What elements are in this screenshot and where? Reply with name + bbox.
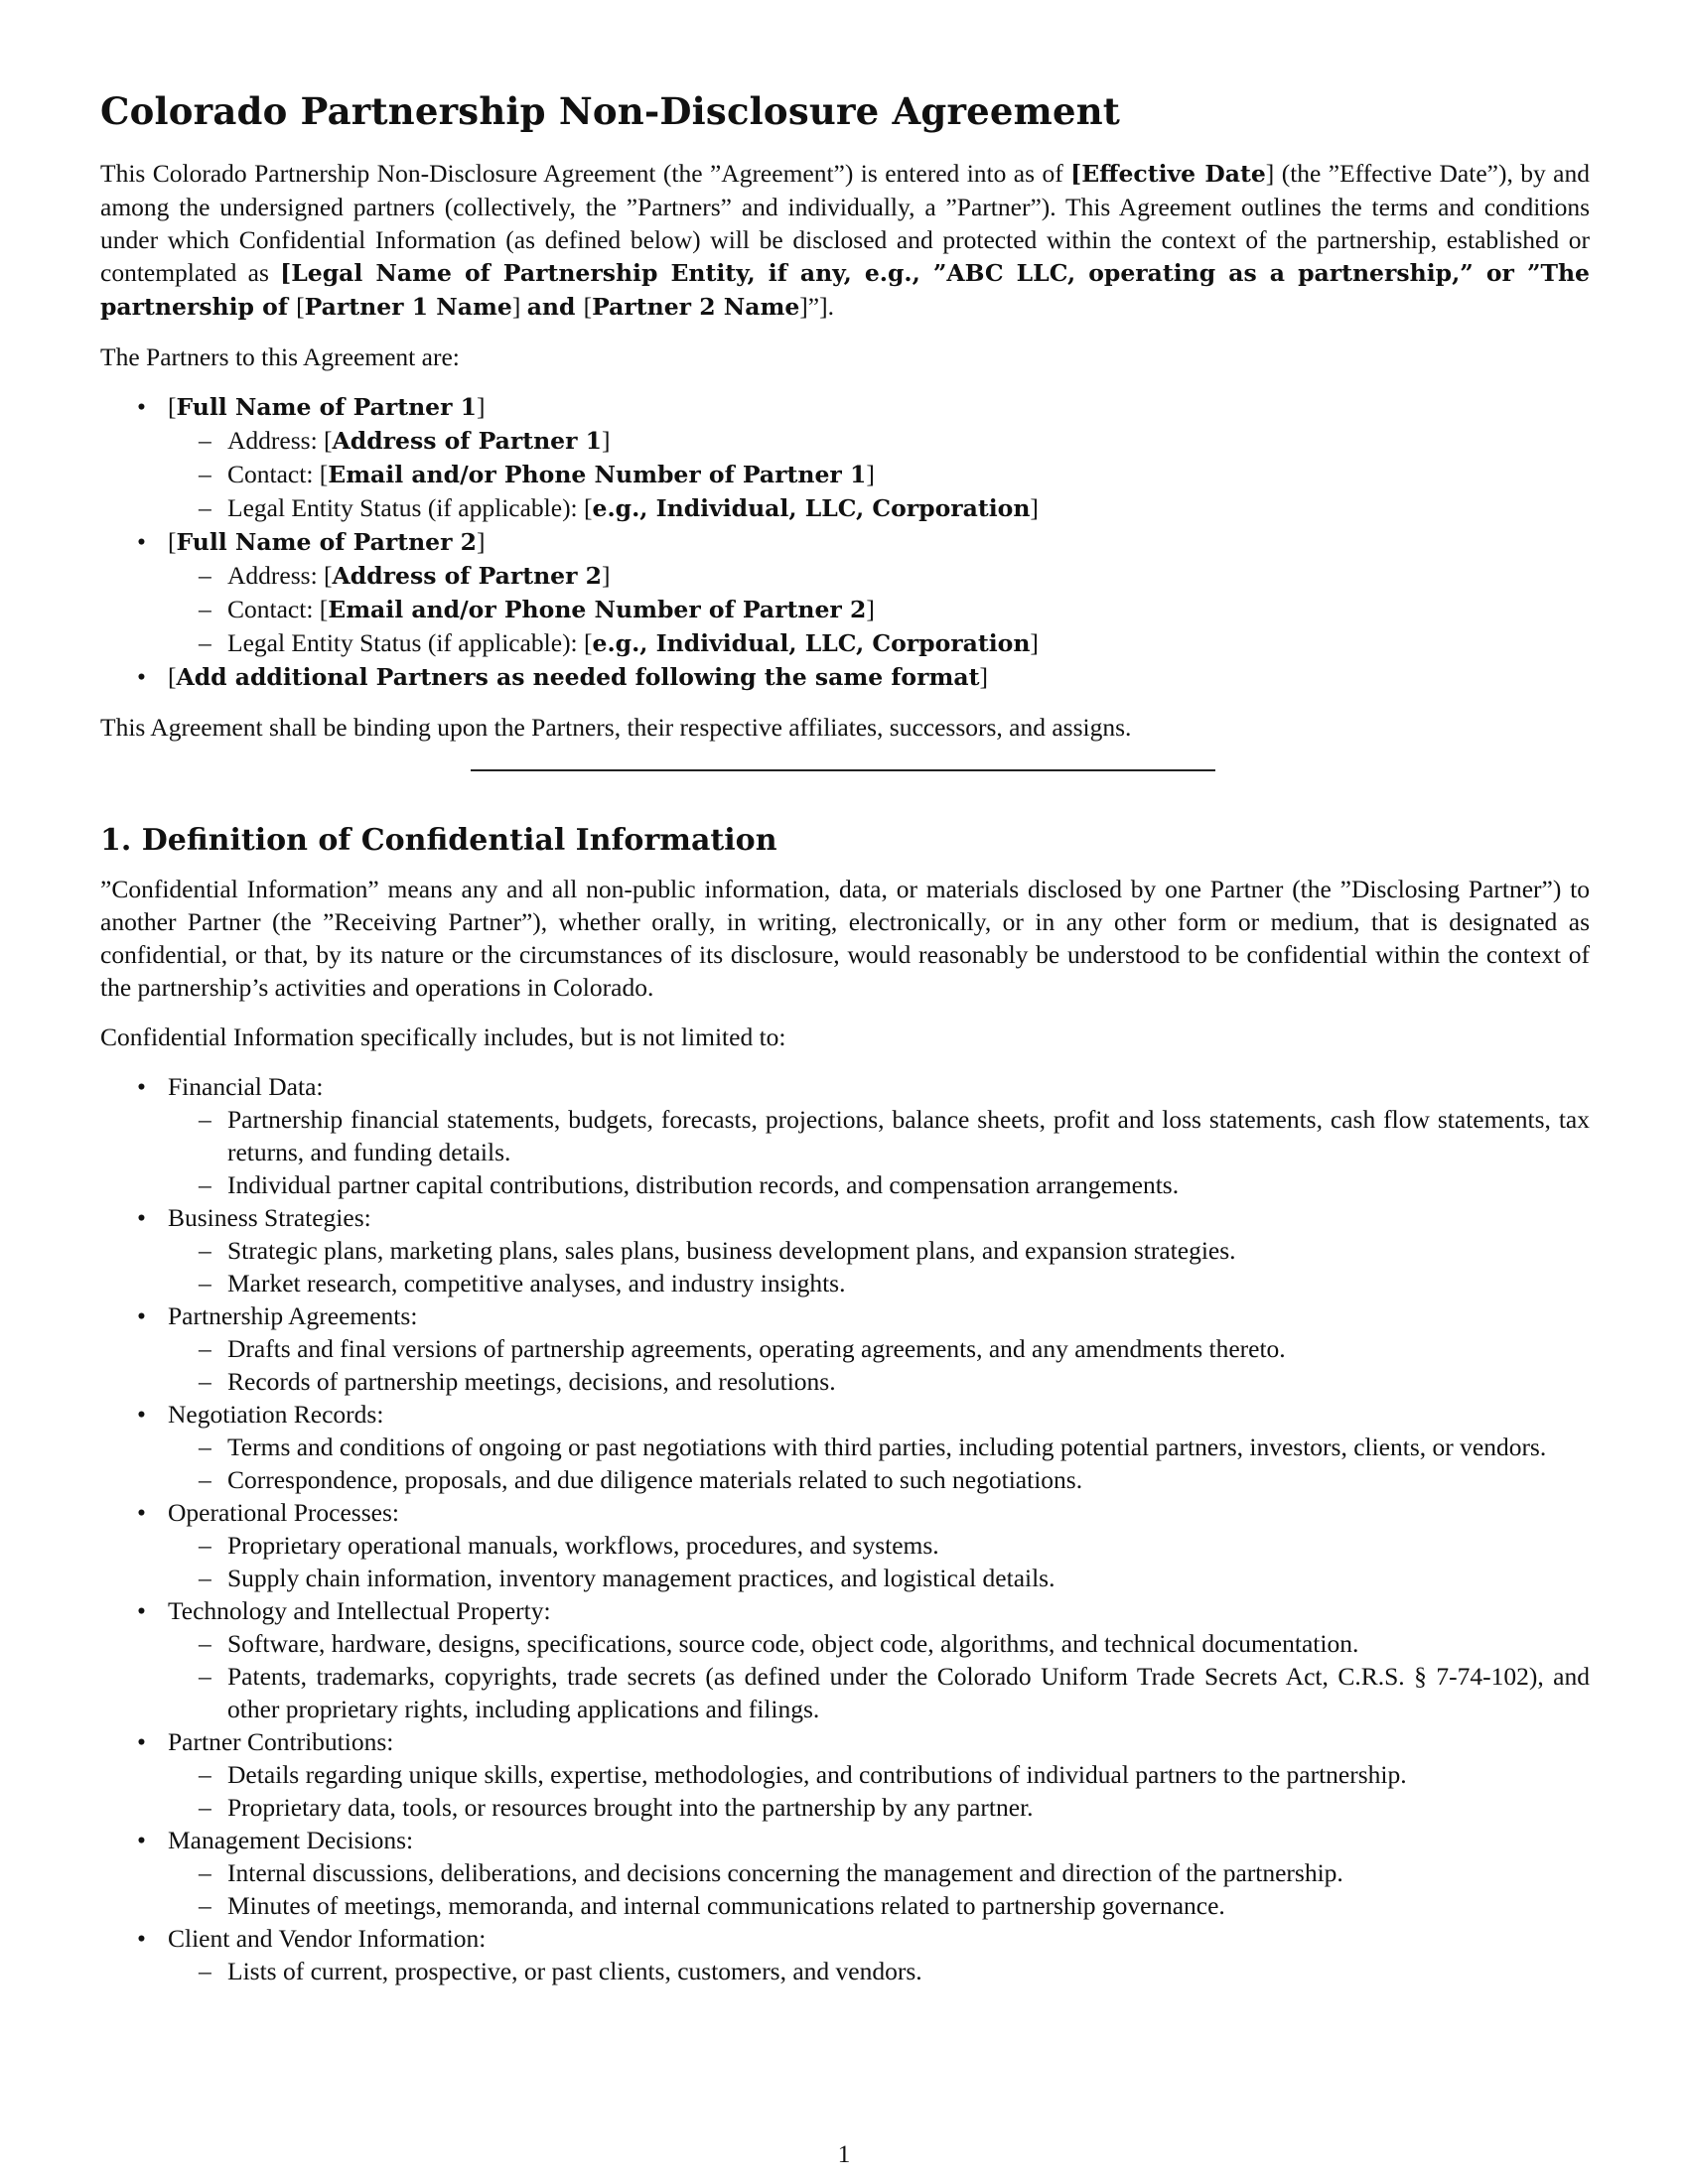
category-item	[100, 1725, 1590, 1824]
category-item	[100, 1496, 1590, 1594]
bracket: ]	[979, 662, 988, 691]
dash: –	[199, 1236, 211, 1265]
category-subitems	[168, 1332, 1590, 1398]
contact-placeholder: Email and/or Phone Number of Partner 2	[328, 596, 867, 623]
subitem-text: Correspondence, proposals, and due diligence materials related to such negotiations.	[227, 1465, 1083, 1494]
category-subitem	[168, 1234, 1590, 1267]
category-subitem	[168, 1562, 1590, 1594]
category-label: Operational Processes:	[168, 1498, 399, 1527]
category-subitems	[168, 1758, 1590, 1824]
dash: –	[199, 595, 211, 623]
subitem-text: Software, hardware, designs, specifications, source code, object code, algorithms, and technical documentation.	[227, 1629, 1359, 1658]
dash: –	[199, 1367, 211, 1396]
bracket: [	[168, 662, 177, 691]
dash: –	[199, 460, 211, 488]
subitem-text: Patents, trademarks, copyrights, trade secrets (as defined under the Colorado Uniform Trade Secrets Act, C.R.S. § 7-74-102), and other proprietary rights, including applications and filings.	[227, 1662, 1590, 1723]
bullet: •	[137, 1400, 146, 1429]
partner-name: Full Name of Partner 2	[176, 528, 478, 556]
bracket: [	[296, 292, 305, 321]
horizontal-rule	[471, 769, 1215, 771]
bracket: ]	[511, 292, 527, 321]
partners-intro: The Partners to this Agreement are:	[100, 342, 460, 371]
partner-item	[100, 525, 1590, 660]
intro-text-2: ] (the ”Effective Date”), by and among the undersigned partners (collectively, the ”Partners” and individually, a ”Partner”). This Agreement outlines the terms and conditions under which Confidential Information (as defined below) will be disclosed and protected within the context of the partnership, established or contemplated as	[100, 159, 1591, 287]
address-label: Address:	[227, 426, 325, 455]
category-subitem	[168, 1267, 1590, 1299]
category-subitem	[168, 1955, 1590, 1987]
category-subitems	[168, 1856, 1590, 1922]
category-subitem	[168, 1463, 1590, 1496]
category-subitems	[168, 1234, 1590, 1299]
bullet: •	[137, 1203, 146, 1232]
bracket: ]”	[799, 292, 820, 321]
category-item	[100, 1299, 1590, 1398]
partner-list	[100, 390, 1590, 694]
address-placeholder: Address of Partner 2	[332, 562, 603, 590]
category-subitem	[168, 1365, 1590, 1398]
partner2-name-placeholder: Partner 2 Name	[592, 293, 800, 321]
dash: –	[199, 1793, 211, 1822]
partner-status	[168, 491, 1590, 525]
bracket: [	[319, 460, 329, 488]
bracket: [	[324, 561, 333, 590]
partner-address	[168, 559, 1590, 593]
partner-contact	[168, 458, 1590, 491]
dash: –	[199, 1662, 211, 1691]
subitem-text: Drafts and final versions of partnership agreements, operating agreements, and any amendments thereto.	[227, 1334, 1286, 1363]
category-label: Negotiation Records:	[168, 1400, 384, 1429]
section-1-definition: ”Confidential Information” means any and all non-public information, data, or materials disclosed by one Partner (the ”Disclosing Partner”) to another Partner (the ”Receiving Partner”), whether orally, in writing, electronically, or in any other form or medium, that is designated as confidential, or that, by its nature or the circumstances of its disclosure, would reasonably be understood to be confidential within the context of the partnership’s activities and operations in Colorado.	[100, 875, 1590, 1002]
dash: –	[199, 1170, 211, 1199]
additional-partners-placeholder: Add additional Partners as needed following the same format	[176, 663, 980, 691]
address-label: Address:	[227, 561, 325, 590]
intro-text: This Colorado Partnership Non-Disclosure Agreement (the ”Agreement”) is entered into as of	[100, 159, 1071, 188]
bullet: •	[137, 662, 146, 691]
category-item	[100, 1922, 1590, 1987]
dash: –	[199, 1334, 211, 1363]
category-subitem	[168, 1332, 1590, 1365]
bullet: •	[137, 1924, 146, 1953]
bullet: •	[137, 1072, 146, 1101]
dash: –	[199, 561, 211, 590]
subitem-text: Supply chain information, inventory management practices, and logistical details.	[227, 1564, 1055, 1592]
intro-paragraph	[100, 157, 1590, 324]
subitem-text: Partnership financial statements, budgets, forecasts, projections, balance sheets, profit and loss statements, cash flow statements, tax returns, and funding details.	[227, 1105, 1590, 1166]
subitem-text: Market research, competitive analyses, and industry insights.	[227, 1269, 846, 1297]
category-label: Business Strategies:	[168, 1203, 371, 1232]
bracket: [	[319, 595, 329, 623]
category-label: Client and Vendor Information:	[168, 1924, 487, 1953]
category-subitems	[168, 1103, 1590, 1201]
bullet: •	[137, 392, 146, 421]
dash: –	[199, 1564, 211, 1592]
dash: –	[199, 1433, 211, 1461]
status-placeholder: e.g., Individual, LLC, Corporation	[592, 494, 1031, 522]
dash: –	[199, 628, 211, 657]
partner-name: Full Name of Partner 1	[176, 393, 478, 421]
bracket: [	[583, 292, 593, 321]
category-subitem	[168, 1856, 1590, 1889]
section-1-title: 1. Definition of Confidential Information	[100, 823, 777, 858]
status-label: Legal Entity Status (if applicable):	[227, 628, 585, 657]
bracket: [	[168, 392, 177, 421]
bullet: •	[137, 1826, 146, 1854]
category-subitem	[168, 1627, 1590, 1660]
dash: –	[199, 426, 211, 455]
category-item	[100, 1594, 1590, 1725]
bracket: ]	[477, 392, 486, 421]
partner-details	[168, 424, 1590, 525]
bracket: [	[324, 426, 333, 455]
dash: –	[199, 1269, 211, 1297]
bracket: ].	[819, 292, 834, 321]
bullet: •	[137, 1498, 146, 1527]
subitem-text: Proprietary operational manuals, workflows, procedures, and systems.	[227, 1531, 939, 1560]
status-label: Legal Entity Status (if applicable):	[227, 493, 585, 522]
dash: –	[199, 1531, 211, 1560]
bracket: ]	[866, 595, 875, 623]
category-subitem	[168, 1529, 1590, 1562]
additional-partners-item	[100, 660, 1590, 694]
category-subitem	[168, 1889, 1590, 1922]
category-subitems	[168, 1627, 1590, 1725]
partner-contact	[168, 593, 1590, 626]
subitem-text: Records of partnership meetings, decisions, and resolutions.	[227, 1367, 836, 1396]
bullet: •	[137, 1727, 146, 1756]
effective-date-placeholder: [Effective Date	[1070, 160, 1266, 188]
bracket: [	[584, 493, 593, 522]
category-label: Partner Contributions:	[168, 1727, 394, 1756]
partner1-name-placeholder: Partner 1 Name	[304, 293, 512, 321]
subitem-text: Internal discussions, deliberations, and decisions concerning the management and direction of the partnership.	[227, 1858, 1343, 1887]
document-title: Colorado Partnership Non-Disclosure Agreement	[100, 89, 1121, 133]
partner-item	[100, 390, 1590, 525]
binding-paragraph: This Agreement shall be binding upon the Partners, their respective affiliates, successors, and assigns.	[100, 713, 1132, 742]
category-item	[100, 1070, 1590, 1201]
partner-status	[168, 626, 1590, 660]
bracket: ]	[477, 527, 486, 556]
category-subitems	[168, 1529, 1590, 1594]
category-list	[100, 1070, 1590, 1987]
category-subitem	[168, 1758, 1590, 1791]
section-1-includes: Confidential Information specifically includes, but is not limited to:	[100, 1023, 786, 1051]
and-text: and	[526, 293, 584, 321]
category-label: Partnership Agreements:	[168, 1301, 418, 1330]
subitem-text: Individual partner capital contributions, distribution records, and compensation arrangements.	[227, 1170, 1180, 1199]
dash: –	[199, 1957, 211, 1985]
bullet: •	[137, 1301, 146, 1330]
contact-placeholder: Email and/or Phone Number of Partner 1	[328, 461, 867, 488]
dash: –	[199, 1629, 211, 1658]
bracket: ]	[602, 561, 611, 590]
bracket: [	[168, 527, 177, 556]
subitem-text: Details regarding unique skills, expertise, methodologies, and contributions of individual partners to the partnership.	[227, 1760, 1407, 1789]
category-subitem	[168, 1660, 1590, 1725]
contact-label: Contact:	[227, 595, 320, 623]
bracket: ]	[1030, 493, 1039, 522]
subitem-text: Minutes of meetings, memoranda, and internal communications related to partnership governance.	[227, 1891, 1225, 1920]
bracket: ]	[1030, 628, 1039, 657]
category-subitem	[168, 1103, 1590, 1168]
subitem-text: Terms and conditions of ongoing or past negotiations with third parties, including potential partners, investors, clients, or vendors.	[227, 1433, 1547, 1461]
dash: –	[199, 1760, 211, 1789]
subitem-text: Proprietary data, tools, or resources brought into the partnership by any partner.	[227, 1793, 1034, 1822]
category-subitem	[168, 1168, 1590, 1201]
subitem-text: Strategic plans, marketing plans, sales plans, business development plans, and expansion strategies.	[227, 1236, 1236, 1265]
bullet: •	[137, 527, 146, 556]
partnership-name-placeholder: [Legal Name of Partnership Entity, if any, e.g., ”ABC LLC, operating as a partnership,” or ”The partnership of	[100, 259, 1590, 321]
category-label: Management Decisions:	[168, 1826, 414, 1854]
category-subitem	[168, 1431, 1590, 1463]
category-label: Technology and Intellectual Property:	[168, 1596, 551, 1625]
category-label: Financial Data:	[168, 1072, 324, 1101]
contact-label: Contact:	[227, 460, 320, 488]
bullet: •	[137, 1596, 146, 1625]
dash: –	[199, 1105, 211, 1134]
category-item	[100, 1824, 1590, 1922]
bracket: ]	[602, 426, 611, 455]
page-number: 1	[837, 2139, 851, 2168]
category-subitems	[168, 1955, 1590, 1987]
dash: –	[199, 1891, 211, 1920]
dash: –	[199, 1465, 211, 1494]
category-subitem	[168, 1791, 1590, 1824]
partner-details	[168, 559, 1590, 660]
address-placeholder: Address of Partner 1	[332, 427, 603, 455]
category-item	[100, 1398, 1590, 1496]
dash: –	[199, 1858, 211, 1887]
status-placeholder: e.g., Individual, LLC, Corporation	[592, 629, 1031, 657]
subitem-text: Lists of current, prospective, or past clients, customers, and vendors.	[227, 1957, 922, 1985]
dash: –	[199, 493, 211, 522]
category-item	[100, 1201, 1590, 1299]
category-subitems	[168, 1431, 1590, 1496]
partner-address	[168, 424, 1590, 458]
bracket: [	[584, 628, 593, 657]
bracket: ]	[866, 460, 875, 488]
